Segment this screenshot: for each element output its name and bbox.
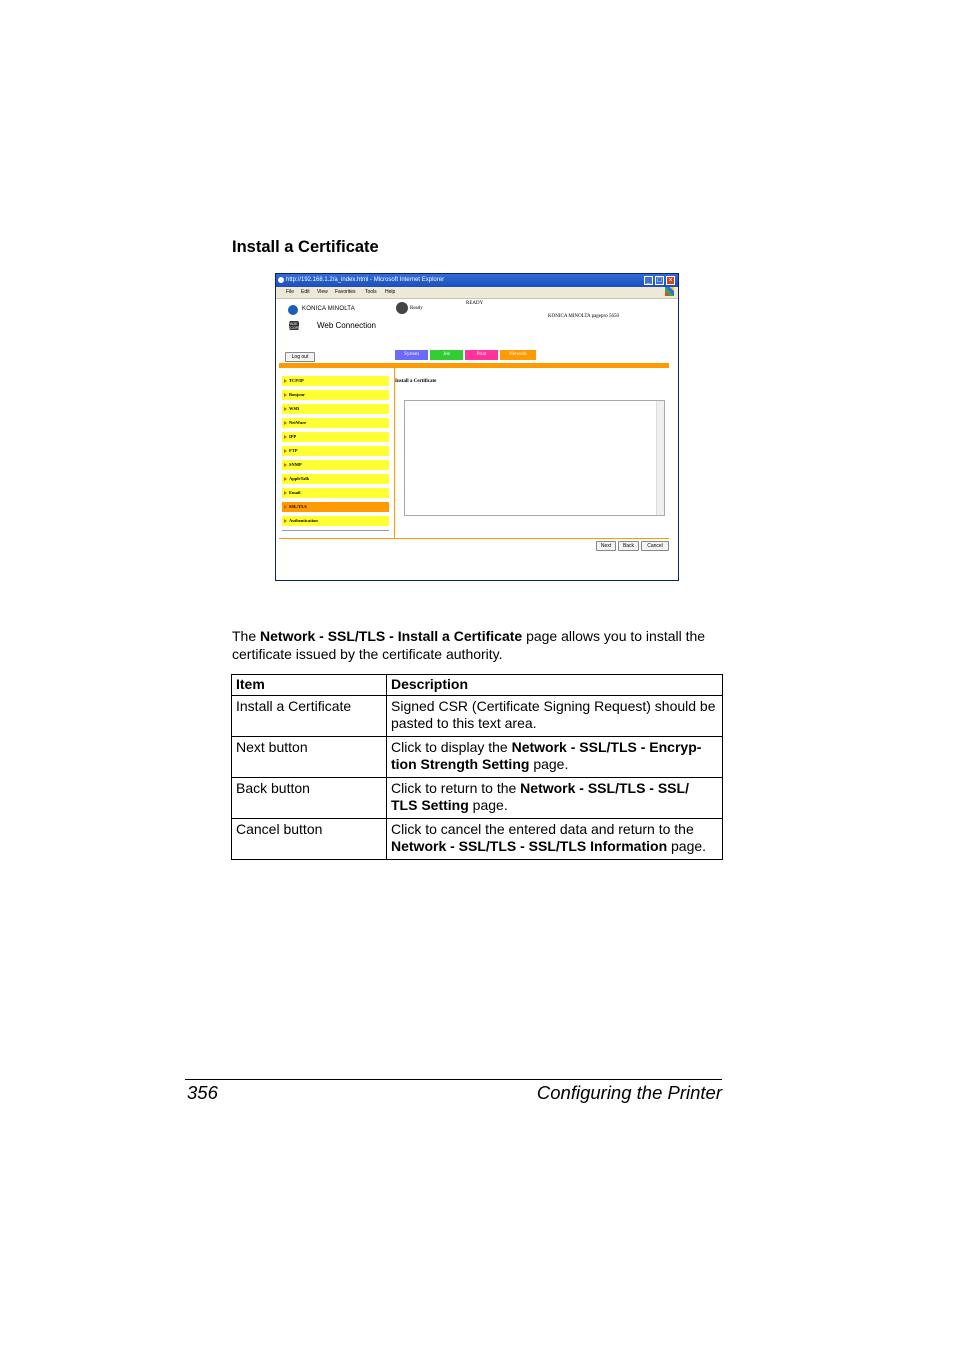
item-cell: Back button [232,777,387,818]
intro-paragraph: The Network - SSL/TLS - Install a Certificate page allows you to install the certificate issued by the certificate authority. [232,628,706,662]
printer-model: KONICA MINOLTA pagepro 5650 [548,314,619,319]
menu-bar [276,287,678,299]
description-table [231,674,723,860]
item-cell: Install a Certificate [232,695,387,736]
arrow-icon [284,435,287,439]
sidebar-divider [394,368,395,538]
arrow-icon [284,477,287,481]
menu-tools[interactable]: Tools [365,289,377,295]
arrow-icon [284,519,287,523]
tab-network[interactable]: Network [500,350,536,360]
arrow-icon [284,505,287,509]
sidebar-item-authentication[interactable]: Authentication [282,516,389,526]
pagescope-label: PAGE SCOPE [288,322,301,330]
sidebar-item-ftp[interactable]: FTP [282,446,389,456]
textarea-scrollbar[interactable] [656,401,664,515]
description-cell: Click to display the Network - SSL/TLS - Encryp-tion Strength Setting page. [387,736,723,777]
cancel-button[interactable]: Cancel [641,541,669,551]
footer-divider [279,538,669,539]
sidebar-item-netware[interactable]: NetWare [282,418,389,428]
description-cell: Click to return to the Network - SSL/TLS - SSL/ TLS Setting page. [387,777,723,818]
arrow-icon [284,463,287,467]
menu-edit[interactable]: Edit [301,289,310,295]
next-button[interactable]: Next [596,541,616,551]
arrow-icon [284,379,287,383]
item-cell: Next button [232,736,387,777]
status-text: READY [466,301,484,306]
menu-file[interactable]: File [286,289,295,295]
description-cell: Click to cancel the entered data and return to the Network - SSL/TLS - SSL/TLS Information page. [387,818,723,859]
arrow-icon [284,449,287,453]
menu-favorites[interactable]: Favorites [335,289,356,295]
sidebar-item-wsd[interactable]: WSD [282,404,389,414]
menu-view[interactable]: View [317,289,328,295]
konica-minolta-logo-icon [288,305,298,315]
arrow-icon [284,491,287,495]
ie-icon [278,277,284,283]
minimize-icon[interactable]: _ [644,276,653,285]
footer-rule [185,1079,722,1080]
title-bar [276,274,678,287]
tab-print[interactable]: Print [465,350,498,360]
window-title: http://192.168.1.2/a_index.html - Microsoft Internet Explorer [286,277,445,283]
page-number: 356 [187,1082,218,1103]
table-row [232,736,723,777]
sidebar-item-appletalk[interactable]: AppleTalk [282,474,389,484]
panel-title: Install a Certificate [395,379,437,384]
menu-help[interactable]: Help [385,289,396,295]
table-header-row [232,675,723,696]
logout-button[interactable]: Log out [285,352,315,362]
brand-name: KONICA MINOLTA [302,306,355,312]
header-divider [279,363,669,368]
arrow-icon [284,393,287,397]
sidebar-item-tcpip[interactable]: TCP/IP [282,376,389,386]
item-cell: Cancel button [232,818,387,859]
sidebar-bottom-rule [282,530,389,531]
table-row [232,818,723,859]
sidebar-item-snmp[interactable]: SNMP [282,460,389,470]
sidebar-item-bonjour[interactable]: Bonjour [282,390,389,400]
column-header-description: Description [387,675,723,696]
certificate-textarea[interactable] [404,400,665,516]
arrow-icon [284,407,287,411]
tab-job[interactable]: Job [430,350,463,360]
close-icon[interactable]: × [666,276,675,285]
browser-screenshot [275,273,679,581]
table-row [232,777,723,818]
sidebar-item-ssl-tls[interactable]: SSL/TLS [282,502,389,512]
table-row [232,695,723,736]
back-button[interactable]: Back [618,541,639,551]
section-heading: Install a Certificate [232,238,379,256]
status-icon-label: Ready [410,306,423,311]
section-title: Configuring the Printer [536,1082,722,1103]
sidebar-item-email[interactable]: Email [282,488,389,498]
description-cell: Signed CSR (Certificate Signing Request) should be pasted to this text area. [387,695,723,736]
printer-status-icon [396,302,408,314]
sidebar-item-ipp[interactable]: IPP [282,432,389,442]
web-connection-label: Web Connection [317,321,376,330]
column-header-item: Item [232,675,387,696]
windows-logo-icon [665,287,674,296]
arrow-icon [284,421,287,425]
tab-system[interactable]: System [395,350,428,360]
maximize-icon[interactable]: □ [655,276,664,285]
